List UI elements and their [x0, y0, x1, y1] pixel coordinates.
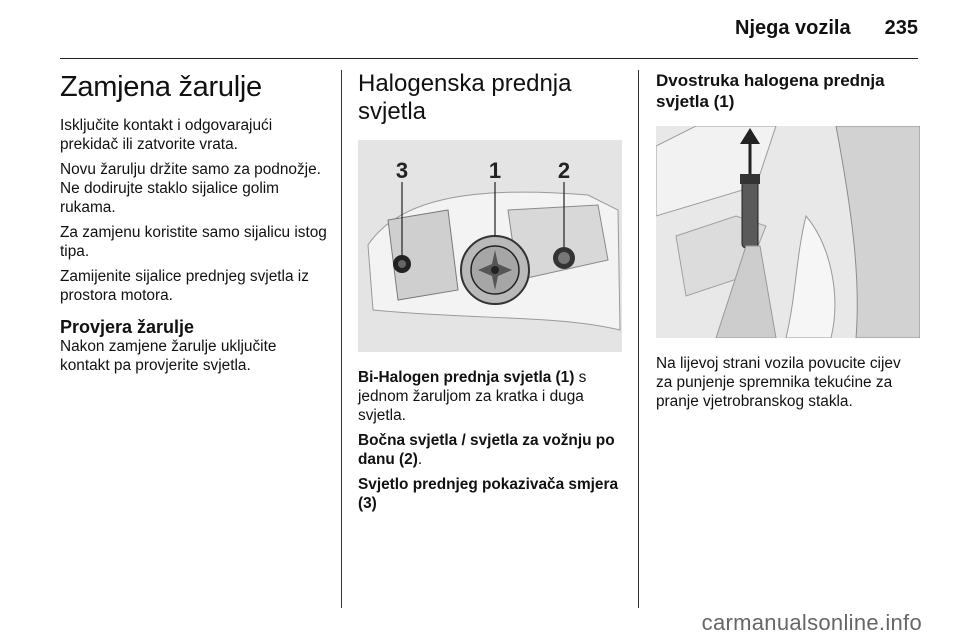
header-rule	[60, 58, 918, 59]
legend-item-3: Svjetlo prednjeg pokazivača smjera (3)	[358, 476, 619, 512]
paragraph: Isključite kontakt i odgovarajući prekidač ili zatvorite vrata.	[60, 117, 273, 153]
column-divider	[341, 70, 342, 608]
callout-label-3: 3	[395, 158, 409, 183]
watermark: carmanualsonline.info	[701, 610, 922, 635]
subsection-title: Provjera žarulje	[60, 317, 195, 337]
paragraph: Novu žarulju držite samo za podnožje. Ne dodirujte staklo sijalice golim rukama.	[60, 161, 321, 216]
legend-item-2: Bočna svjetla / svjetla za vožnju po danu (2).	[358, 432, 615, 468]
callout-label-1: 1	[488, 158, 502, 183]
paragraph: Za zamjenu koristite samo sijalicu istog tipa.	[60, 224, 327, 260]
section-title: Dvostruka halogena prednja svjetla (1)	[656, 71, 885, 111]
column-divider	[638, 70, 639, 608]
column-1	[60, 70, 328, 381]
filler-tube	[742, 178, 758, 248]
column-2	[358, 70, 622, 519]
washer-fluid-figure	[656, 126, 920, 338]
paragraph: Zamijenite sijalice prednjeg svjetla iz prostora motora.	[60, 268, 309, 304]
callout-label-2: 2	[557, 158, 571, 183]
chapter-title: Njega vozila	[735, 17, 851, 39]
paragraph: Na lijevoj strani vozila povucite cijev za punjenje spremnika tekućine za pranje vjetrobranskog stakla.	[656, 355, 901, 410]
column-3	[656, 70, 920, 417]
section-title: Halogenska prednja svjetla	[358, 70, 572, 125]
paragraph: Nakon zamjene žarulje uključite kontakt pa provjerite svjetla.	[60, 338, 277, 374]
page-number: 235	[884, 17, 918, 39]
legend-item-1: Bi-Halogen prednja svjetla (1) s jednom žaruljom za kratka i duga svjetla.	[358, 369, 587, 424]
headlight-figure	[358, 140, 622, 352]
section-title: Zamjena žarulje	[60, 71, 262, 103]
page-header	[735, 17, 918, 40]
